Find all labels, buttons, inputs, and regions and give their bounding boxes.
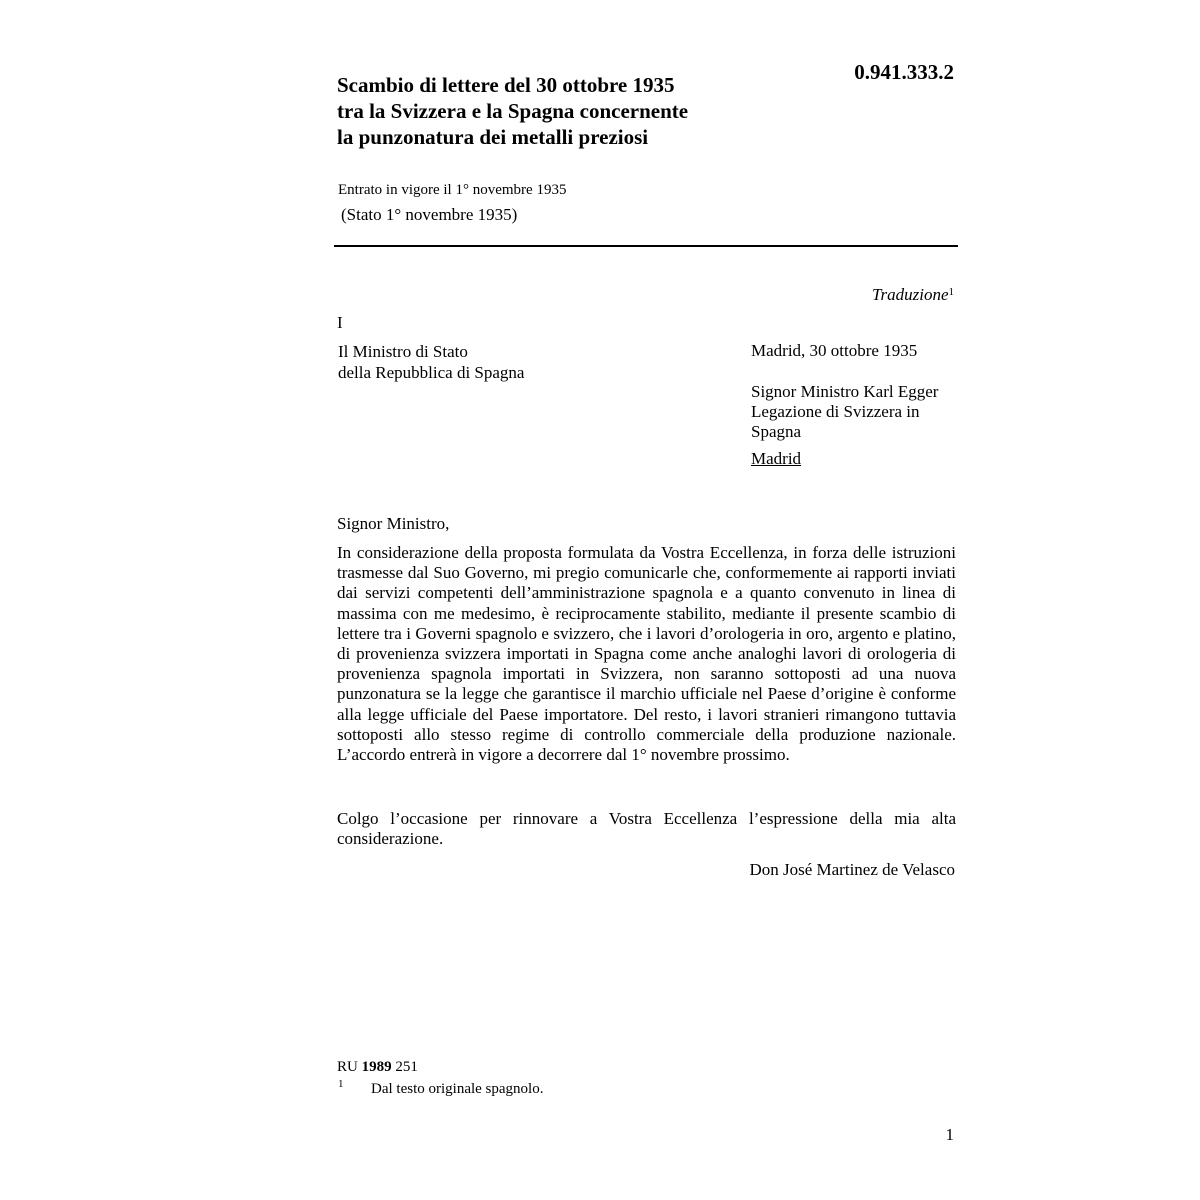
closing-paragraph: Colgo l’occasione per rinnovare a Vostra Eccellenza l’espressione della mia alta considerazione. (337, 809, 956, 848)
header-divider (334, 245, 958, 247)
title-line: Scambio di lettere del 30 ottobre 1935 (337, 73, 675, 97)
salutation: Signor Ministro, (337, 514, 450, 533)
letter-body: In considerazione della proposta formulata da Vostra Eccellenza, in forza delle istruzioni trasmesse dal Suo Governo, mi pregio comunicarle che, conformemente ai rapporti inviati dai servizi competenti dell’amministrazione spagnola e a quanto convenuto in linea di massima con me medesimo, è reciprocamente stabilito, mediante il presente scambio di lettere tra i Governi spagnolo e svizzero, che i lavori d’orologeria in oro, argento e platino, di provenienza svizzera importati in Spagna come anche analoghi lavori di orologeria di provenienza spagnola importati in Svizzera, non saranno sottoposti ad una nuova punzonatura se la legge che garantisce il marchio ufficiale nel Paese d’origine è conforme alla legge ufficiale del Paese importatore. Del resto, i lavori stranieri rimangono tuttavia sottoposti allo stesso regime di controllo commerciale della produzione nazionale. L’accordo entrerà in vigore a decorrere dal 1° novembre prossimo. (337, 543, 956, 765)
ru-prefix: RU (337, 1059, 358, 1075)
place-date: Madrid, 30 ottobre 1935 (751, 341, 918, 360)
footnote-text: Dal testo originale spagnolo. (371, 1081, 544, 1097)
addressee-line: Legazione di Svizzera in (751, 402, 920, 421)
ru-page: 251 (395, 1059, 418, 1075)
footnote-number: 1 (338, 1078, 344, 1090)
translation-note (872, 285, 954, 305)
addressee-city: Madrid (751, 449, 802, 468)
letter-number: I (337, 313, 343, 332)
sender-line: della Repubblica di Spagna (338, 363, 525, 382)
addressee-line: Spagna (751, 422, 802, 441)
translation-label: Traduzione (871, 285, 949, 304)
sr-number: 0.941.333.2 (854, 60, 954, 84)
ru-reference (337, 1059, 418, 1076)
document-state: (Stato 1° novembre 1935) (341, 205, 518, 224)
document-title (337, 72, 797, 150)
page-number: 1 (945, 1125, 954, 1144)
ru-year: 1989 (361, 1059, 392, 1075)
sender-line: Il Ministro di Stato (338, 342, 468, 361)
sender-block (338, 341, 524, 383)
addressee-line: Signor Ministro Karl Egger (751, 382, 939, 401)
title-line: tra la Svizzera e la Spagna concernente (337, 99, 689, 123)
addressee-block (751, 382, 938, 442)
signature: Don José Martinez de Velasco (749, 860, 955, 879)
title-line: la punzonatura dei metalli preziosi (337, 125, 649, 149)
footnote-reference[interactable]: 1 (948, 286, 954, 298)
entry-into-force: Entrato in vigore il 1° novembre 1935 (338, 182, 567, 198)
